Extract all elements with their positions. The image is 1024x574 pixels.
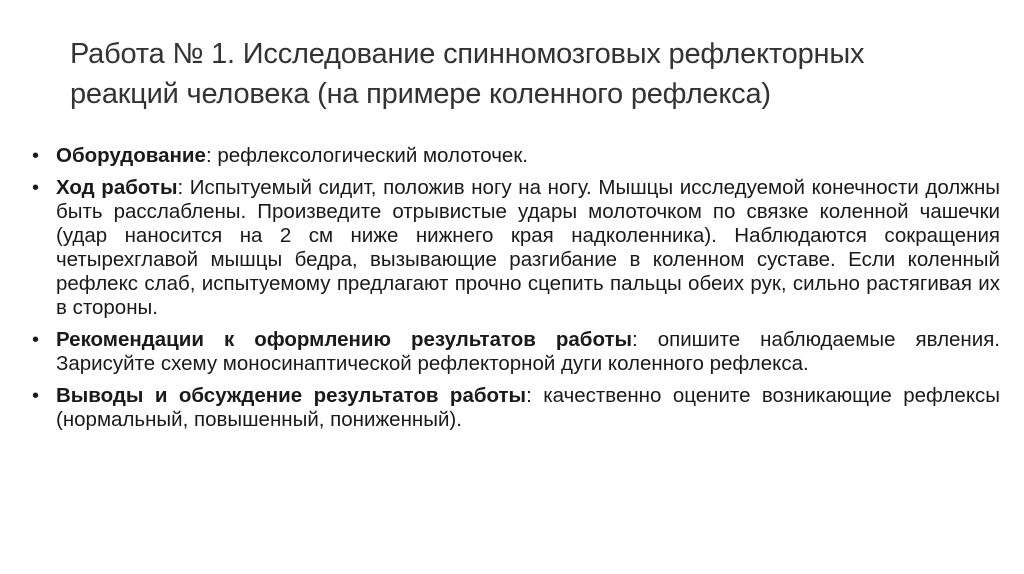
bullet-term: Рекомендации к оформлению результатов работы	[56, 328, 633, 351]
bullet-procedure	[32, 176, 1000, 320]
bullet-list	[32, 144, 1000, 440]
bullet-term: Выводы и обсуждение результатов работы	[56, 384, 527, 407]
bullet-term: Ход работы	[56, 176, 178, 199]
bullet-text: : опишите наблюдаемые явления. Зарисуйте схему моносинаптической рефлекторной дуги коленного рефлекса.	[56, 328, 1000, 375]
bullet-text: : качественно оцените возникающие рефлексы (нормальный, повышенный, пониженный).	[56, 384, 1001, 431]
bullet-icon: •	[32, 329, 40, 351]
slide-title: Работа № 1. Исследование спинномозговых рефлекторных реакций человека (на примере коленного рефлекса)	[70, 38, 865, 110]
bullet-text: : рефлексологический молоточек.	[205, 144, 529, 167]
bullet-recommendations	[32, 328, 1000, 376]
bullet-icon: •	[32, 385, 40, 407]
bullet-icon: •	[32, 145, 40, 167]
bullet-equipment	[32, 144, 1000, 168]
bullet-term: Оборудование	[56, 144, 206, 167]
bullet-text: : Испытуемый сидит, положив ногу на ногу. Мышцы исследуемой конечности должны быть расслаблены. Произведите отрывистые удары молоточком по связке коленной чашечки (удар наносится на 2 см ниже нижнего края надколенника). Наблюдаются сокращения четырехглавой мышцы бедра, вызывающие разгибание в коленном суставе. Если коленный рефлекс слаб, испытуемому предлагают прочно сцепить пальцы обеих рук, сильно растягивая их в стороны.	[56, 176, 1000, 319]
bullet-conclusions	[32, 384, 1000, 432]
bullet-icon: •	[32, 177, 40, 199]
